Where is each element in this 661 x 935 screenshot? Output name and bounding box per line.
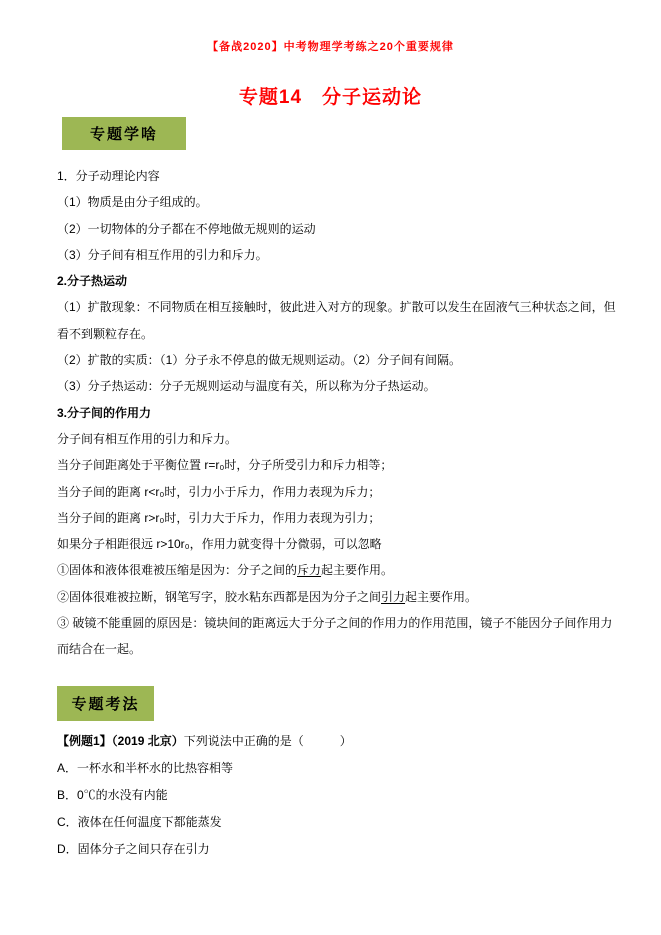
option-line: C．液体在任何温度下都能蒸发 bbox=[57, 815, 222, 829]
study-subheading: 3.分子间的作用力 bbox=[57, 405, 152, 420]
example-label: 【例题1】（2019 北京） bbox=[57, 734, 184, 748]
underlined-term: 引力 bbox=[381, 589, 406, 604]
text-segment: 起主要作用。 bbox=[321, 563, 394, 578]
study-line: （1）物质是由分子组成的。 bbox=[57, 195, 208, 210]
underlined-term: 斥力 bbox=[297, 563, 322, 578]
text-segment: 起主要作用。 bbox=[405, 589, 478, 604]
exam-section bbox=[57, 728, 621, 863]
study-line: （2）扩散的实质：（1）分子永不停息的做无规则运动。（2）分子间有间隔。 bbox=[57, 353, 462, 368]
study-subheading: 2.分子热运动 bbox=[57, 274, 128, 289]
study-line: （3）分子间有相互作用的引力和斥力。 bbox=[57, 247, 268, 262]
text-segment: ①固体和液体很难被压缩是因为：分子之间的 bbox=[57, 563, 298, 578]
banner-study-label: 专题学啥 bbox=[89, 126, 158, 143]
option-line: A．一杯水和半杯水的比热容相等 bbox=[57, 761, 234, 775]
study-line-underlined bbox=[57, 584, 621, 610]
document-header: 【备战2020】中考物理学考练之20个重要规律 bbox=[207, 41, 454, 53]
study-line: 如果分子相距很远 r>10r₀，作用力就变得十分微弱，可以忽略 bbox=[57, 537, 382, 552]
study-line: 1．分子动理论内容 bbox=[57, 169, 160, 183]
study-line: 分子间有相互作用的引力和斥力。 bbox=[57, 431, 238, 446]
banner-exam-label: 专题考法 bbox=[71, 696, 140, 713]
option-line: B．0℃的水没有内能 bbox=[57, 788, 168, 802]
page-title: 专题14 分子运动论 bbox=[238, 87, 423, 108]
example-prompt bbox=[57, 728, 621, 755]
section-banner-study bbox=[62, 117, 186, 150]
text-segment: ②固体很难被拉断，钢笔写字，胶水粘东西都是因为分子之间 bbox=[57, 589, 382, 604]
study-line: 当分子间的距离 r>r₀时，引力大于斥力，作用力表现为引力； bbox=[57, 510, 381, 525]
study-line: 当分子间距离处于平衡位置 r=r₀时，分子所受引力和斥力相等； bbox=[57, 458, 393, 473]
banner-shadow bbox=[126, 147, 202, 158]
study-line: （1）扩散现象：不同物质在相互接触时，彼此进入对方的现象。扩散可以发生在固液气三种状态之间，但看不到颗粒存在。 bbox=[57, 300, 616, 341]
study-line: （3）分子热运动：分子无规则运动与温度有关，所以称为分子热运动。 bbox=[57, 379, 436, 394]
study-line-underlined bbox=[57, 557, 621, 583]
study-section bbox=[57, 163, 621, 663]
option-line: D．固体分子之间只存在引力 bbox=[57, 842, 210, 856]
study-line: 当分子间的距离 r<r₀时，引力小于斥力，作用力表现为斥力； bbox=[57, 484, 381, 499]
study-line: ③ 破镜不能重圆的原因是：镜块间的距离远大于分子之间的作用力的作用范围，镜子不能因分子间作用力而结合在一起。 bbox=[57, 616, 613, 657]
section-banner-exam bbox=[57, 686, 154, 721]
study-line: （2）一切物体的分子都在不停地做无规则的运动 bbox=[57, 221, 316, 236]
example-question: 下列说法中正确的是（ ） bbox=[183, 734, 352, 748]
